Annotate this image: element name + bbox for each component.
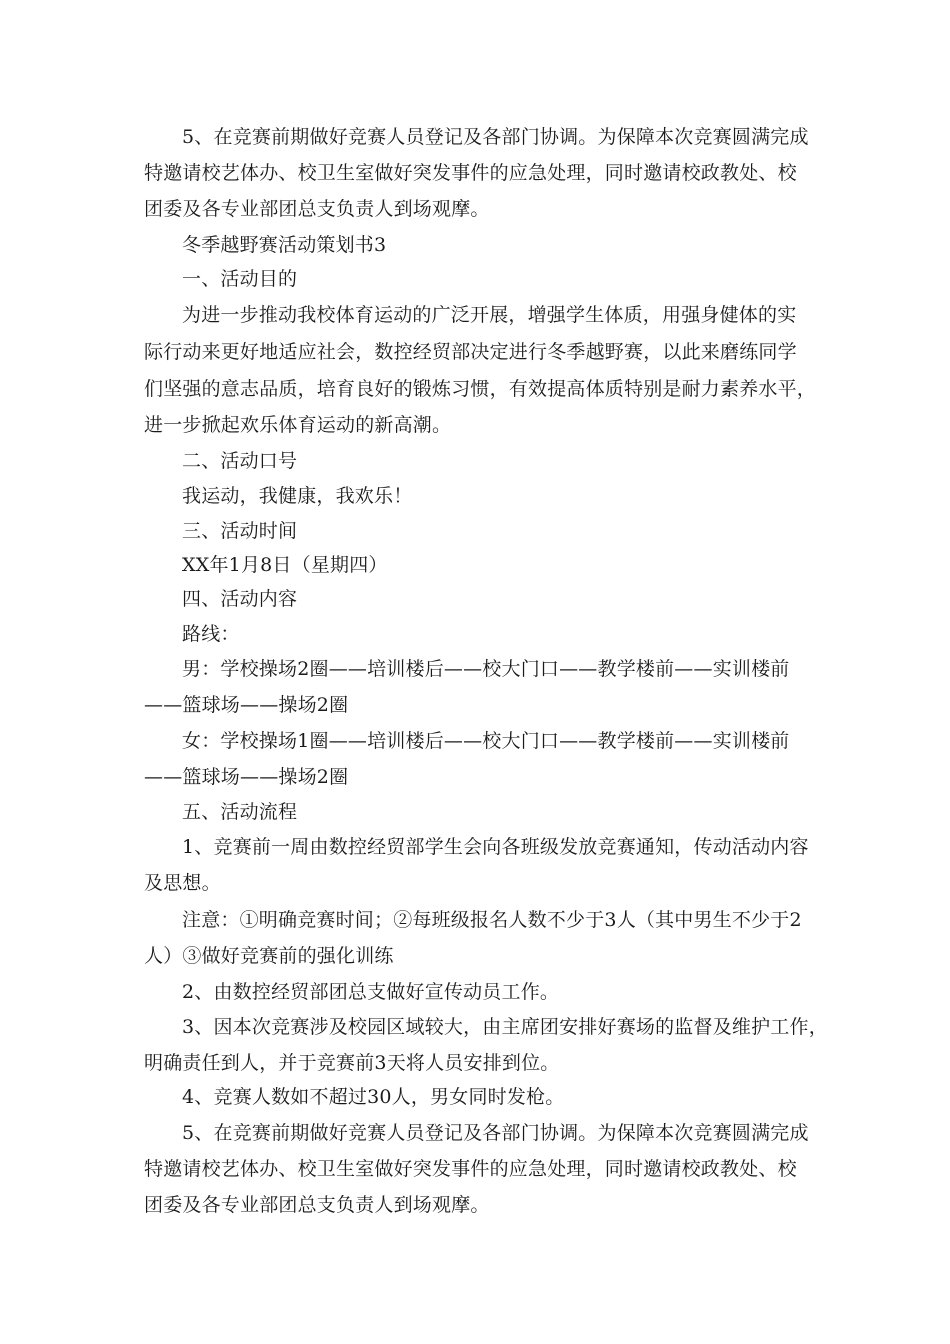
paragraph-line: 及思想。 bbox=[144, 872, 221, 894]
section-title: 冬季越野赛活动策划书3 bbox=[182, 234, 387, 256]
paragraph-line: 路线： bbox=[182, 623, 240, 645]
paragraph-line: 1、竞赛前一周由数控经贸部学生会向各班级发放竞赛通知，传动活动内容 bbox=[182, 836, 809, 858]
paragraph-line: ——篮球场——操场2圈 bbox=[144, 766, 349, 788]
paragraph-line: 际行动来更好地适应社会，数控经贸部决定进行冬季越野赛，以此来磨练同学 bbox=[144, 341, 797, 363]
section-heading: 五、活动流程 bbox=[182, 801, 298, 823]
paragraph-line: 为进一步推动我校体育运动的广泛开展，增强学生体质，用强身健体的实 bbox=[182, 304, 797, 326]
paragraph-line: 2、由数控经贸部团总支做好宣传动员工作。 bbox=[182, 981, 560, 1003]
section-heading: 三、活动时间 bbox=[182, 520, 298, 542]
paragraph-line: 特邀请校艺体办、校卫生室做好突发事件的应急处理，同时邀请校政教处、校 bbox=[144, 1158, 797, 1180]
paragraph-line: 3、因本次竞赛涉及校园区域较大，由主席团安排好赛场的监督及维护工作， bbox=[182, 1016, 828, 1038]
section-heading: 二、活动口号 bbox=[182, 450, 298, 472]
paragraph-line: 5、在竞赛前期做好竞赛人员登记及各部门协调。为保障本次竞赛圆满完成 bbox=[182, 1122, 809, 1144]
paragraph-line: 特邀请校艺体办、校卫生室做好突发事件的应急处理，同时邀请校政教处、校 bbox=[144, 162, 797, 184]
paragraph-line: 我运动，我健康，我欢乐！ bbox=[182, 485, 413, 507]
paragraph-line: 4、竞赛人数如不超过30人，男女同时发枪。 bbox=[182, 1086, 565, 1108]
paragraph-line: 明确责任到人，并于竞赛前3天将人员安排到位。 bbox=[144, 1052, 560, 1074]
paragraph-line: 人）③做好竞赛前的强化训练 bbox=[144, 945, 394, 967]
paragraph-line: 团委及各专业部团总支负责人到场观摩。 bbox=[144, 1194, 490, 1216]
paragraph-line: 女：学校操场1圈——培训楼后——校大门口——教学楼前——实训楼前 bbox=[182, 730, 790, 752]
paragraph-line: ——篮球场——操场2圈 bbox=[144, 694, 349, 716]
paragraph-line: 们坚强的意志品质，培育良好的锻炼习惯，有效提高体质特别是耐力素养水平， bbox=[144, 378, 817, 400]
section-heading: 一、活动目的 bbox=[182, 268, 298, 290]
paragraph-line: XX年1月8日（星期四） bbox=[182, 554, 388, 576]
paragraph-line: 5、在竞赛前期做好竞赛人员登记及各部门协调。为保障本次竞赛圆满完成 bbox=[182, 126, 809, 148]
paragraph-line: 男：学校操场2圈——培训楼后——校大门口——教学楼前——实训楼前 bbox=[182, 658, 790, 680]
paragraph-line: 进一步掀起欢乐体育运动的新高潮。 bbox=[144, 414, 452, 436]
paragraph-line: 注意：①明确竞赛时间；②每班级报名人数不少于3人（其中男生不少于2 bbox=[182, 909, 802, 931]
section-heading: 四、活动内容 bbox=[182, 588, 298, 610]
paragraph-line: 团委及各专业部团总支负责人到场观摩。 bbox=[144, 198, 490, 220]
